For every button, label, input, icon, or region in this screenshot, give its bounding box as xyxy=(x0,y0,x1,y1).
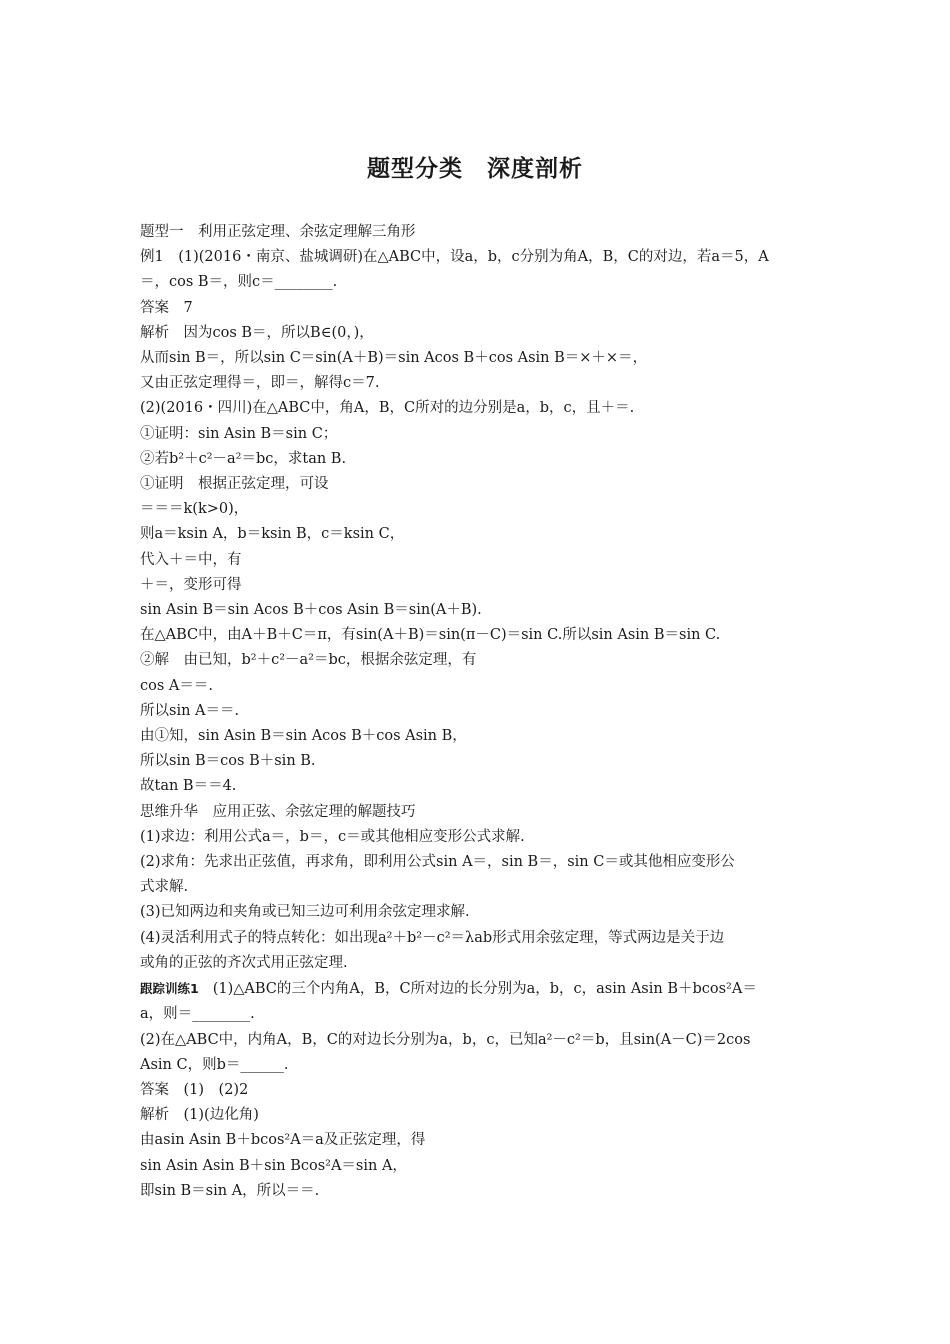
text-line: (2)求角：先求出正弦值，再求角，即利用公式sin A＝，sin B＝，sin C＝或其他相应变形公 xyxy=(140,854,735,871)
text-line: sin Asin B＝sin Acos B＋cos Asin B＝sin(A＋B). xyxy=(140,602,482,619)
text-line: 答案 (1) (2)2 xyxy=(140,1081,249,1098)
text-line: 则a＝ksin A，b＝ksin B，c＝ksin C， xyxy=(140,526,405,543)
practice-text: (1)△ABC的三个内角A，B，C所对边的长分别为a，b，c，asin Asin B＋bcos²A＝ xyxy=(212,981,757,998)
text-line: a，则＝________. xyxy=(140,1006,255,1023)
text-line: 解析 因为cos B＝，所以B∈(0，)， xyxy=(140,324,374,341)
text-line: 所以sin A＝＝. xyxy=(140,702,240,719)
text-line: ①证明：sin Asin B＝sin C； xyxy=(140,425,338,442)
text-line: (4)灵活利用式子的特点转化：如出现a²＋b²－c²＝λab形式用余弦定理，等式两边是关于边 xyxy=(140,929,725,946)
text-line: sin Asin Asin B＋sin Bcos²A＝sin A， xyxy=(140,1157,407,1174)
text-line: ＋＝，变形可得 xyxy=(140,576,242,593)
text-line: 例1 (1)(2016・南京、盐城调研)在△ABC中，设a，b，c分别为角A，B，C的对边，若a＝5，A xyxy=(140,249,769,266)
text-line: 所以sin B＝cos B＋sin B. xyxy=(140,753,316,770)
text-line: cos A＝＝. xyxy=(140,677,213,694)
text-line: 从而sin B＝，所以sin C＝sin(A＋B)＝sin Acos B＋cos Asin B＝×＋×＝， xyxy=(140,350,648,367)
text-line: 在△ABC中，由A＋B＋C＝π，有sin(A＋B)＝sin(π－C)＝sin C.所以sin Asin B＝sin C. xyxy=(140,627,721,644)
text-line: (2)在△ABC中，内角A，B，C的对边长分别为a，b，c，已知a²－c²＝b，且sin(A－C)＝2cos xyxy=(140,1031,751,1048)
text-line: ＝＝＝k(k>0)， xyxy=(140,501,249,518)
text-line: 思维升华 应用正弦、余弦定理的解题技巧 xyxy=(140,803,416,820)
text-line: 故tan B＝＝4. xyxy=(140,778,237,795)
text-line: 或角的正弦的齐次式用正弦定理. xyxy=(140,954,348,971)
text-line: (1)求边：利用公式a＝，b＝，c＝或其他相应变形公式求解. xyxy=(140,828,525,845)
section-heading: 题型一 利用正弦定理、余弦定理解三角形 xyxy=(140,224,416,240)
text-line: ②若b²＋c²－a²＝bc，求tan B. xyxy=(140,450,347,467)
practice-tag: 跟踪训练1 xyxy=(140,981,199,997)
text-line: 又由正弦定理得＝，即＝，解得c＝7. xyxy=(140,375,380,392)
text-line: 由asin Asin B＋bcos²A＝a及正弦定理，得 xyxy=(140,1132,426,1149)
text-line: 由①知，sin Asin B＝sin Acos B＋cos Asin B， xyxy=(140,728,467,745)
text-line: (3)已知两边和夹角或已知三边可利用余弦定理求解. xyxy=(140,904,470,921)
text-line: 解析 (1)(边化角) xyxy=(140,1107,259,1124)
document-body xyxy=(140,220,812,1204)
page-title: 题型分类 深度剖析 xyxy=(367,156,583,182)
text-line: 答案 7 xyxy=(140,299,193,316)
text-line: Asin C，则b＝______. xyxy=(140,1056,289,1073)
text-line: 即sin B＝sin A，所以＝＝. xyxy=(140,1182,320,1199)
text-line: ①证明 根据正弦定理，可设 xyxy=(140,476,329,493)
text-line: 代入＋＝中，有 xyxy=(140,551,242,568)
text-line: ＝，cos B＝，则c＝________. xyxy=(140,274,338,291)
text-line: ②解 由已知，b²＋c²－a²＝bc，根据余弦定理，有 xyxy=(140,652,477,669)
practice-line xyxy=(140,976,812,1002)
text-line: 式求解. xyxy=(140,879,189,896)
text-line: (2)(2016・四川)在△ABC中，角A，B，C所对的边分别是a，b，c，且＋＝. xyxy=(140,400,635,417)
